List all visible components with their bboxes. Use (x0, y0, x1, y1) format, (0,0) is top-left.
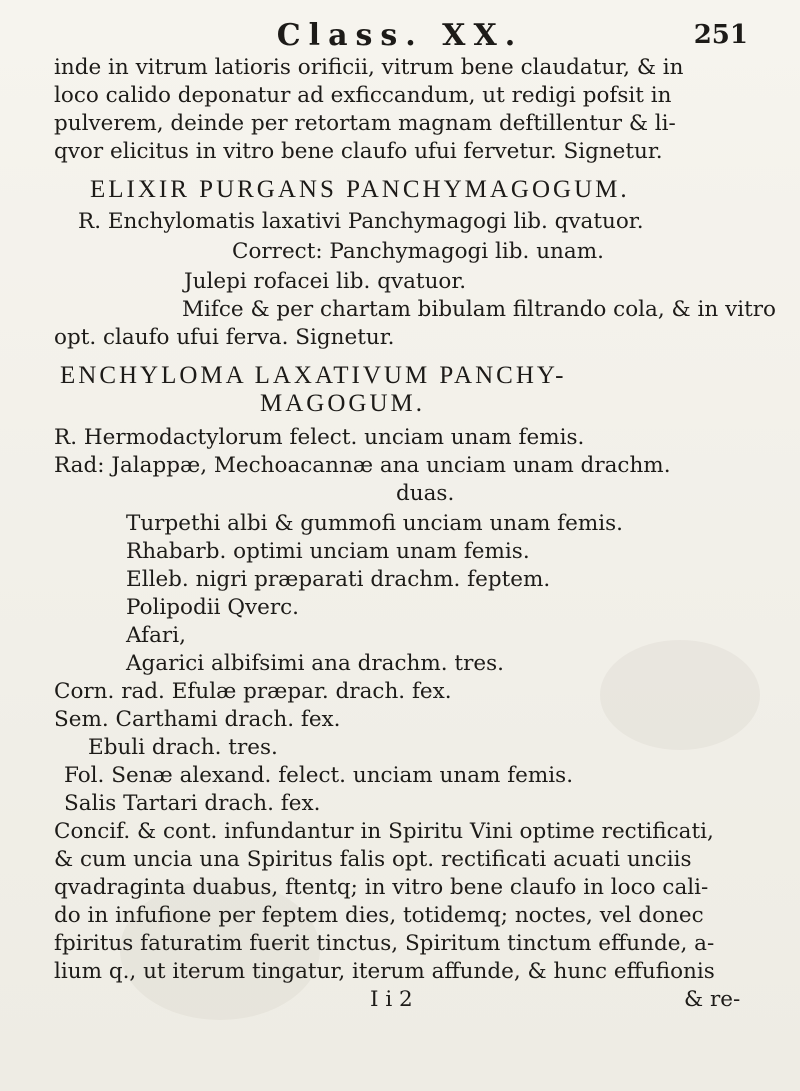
text-line: pulverem, deinde per retortam magnam deftillentur & li- (54, 111, 676, 136)
text-line: Concif. & cont. infundantur in Spiritu Vini optime rectificati, (54, 819, 714, 844)
text-line: Correct: Panchymagogi lib. unam. (232, 239, 604, 264)
text-line: qvadraginta duabus, ftentq; in vitro bene claufo in loco cali- (54, 875, 709, 900)
text-line: Rad: Jalappæ, Mechoacannæ ana unciam unam drachm. (54, 453, 671, 478)
page-number: 251 (693, 20, 748, 50)
section-heading: ENCHYLOMA LAXATIVUM PANCHY- (60, 362, 567, 389)
text-line: Rhabarb. optimi unciam unam femis. (126, 539, 530, 564)
text-line: loco calido deponatur ad exficcandum, ut redigi pofsit in (54, 83, 672, 108)
text-line: & cum uncia una Spiritus falis opt. rectificati acuati unciis (54, 847, 692, 872)
text-line: Sem. Carthami drach. fex. (54, 707, 341, 732)
text-line: fpiritus faturatim fuerit tinctus, Spiritum tinctum effunde, a- (54, 931, 715, 956)
class-title: Class. XX. (276, 18, 524, 53)
text-line: Polipodii Qverc. (126, 595, 299, 620)
text-line: Salis Tartari drach. fex. (64, 791, 321, 816)
text-line: Agarici albifsimi ana drachm. tres. (126, 651, 504, 676)
text-line: R. Enchylomatis laxativi Panchymagogi lib. qvatuor. (78, 209, 644, 234)
section-heading: ELIXIR PURGANS PANCHYMAGOGUM. (90, 176, 630, 203)
paper-stain (600, 640, 760, 750)
text-line: qvor elicitus in vitro bene claufo ufui fervetur. Signetur. (54, 139, 663, 164)
text-line: Mifce & per chartam bibulam filtrando cola, & in vitro (182, 297, 776, 322)
text-line: lium q., ut iterum tingatur, iterum affunde, & hunc effufionis (54, 959, 715, 984)
catchword: & re- (684, 987, 741, 1012)
running-header (0, 18, 800, 58)
text-line: Afari, (126, 623, 186, 648)
text-line: Fol. Senæ alexand. felect. unciam unam femis. (64, 763, 574, 788)
text-line: R. Hermodactylorum felect. unciam unam femis. (54, 425, 585, 450)
text-line: Corn. rad. Efulæ præpar. drach. fex. (54, 679, 452, 704)
text-line: Ebuli drach. tres. (88, 735, 278, 760)
text-line: duas. (396, 481, 455, 506)
section-heading: MAGOGUM. (260, 390, 425, 417)
text-line: inde in vitrum latioris orificii, vitrum bene claudatur, & in (54, 55, 684, 80)
text-line: Julepi rofacei lib. qvatuor. (184, 269, 467, 294)
text-line: opt. claufo ufui ferva. Signetur. (54, 325, 395, 350)
text-line: do in infufione per feptem dies, totidemq; noctes, vel donec (54, 903, 704, 928)
text-line: Turpethi albi & gummofi unciam unam femis. (126, 511, 623, 536)
signature-mark: I i 2 (370, 987, 413, 1012)
text-line: Elleb. nigri præparati drachm. feptem. (126, 567, 551, 592)
